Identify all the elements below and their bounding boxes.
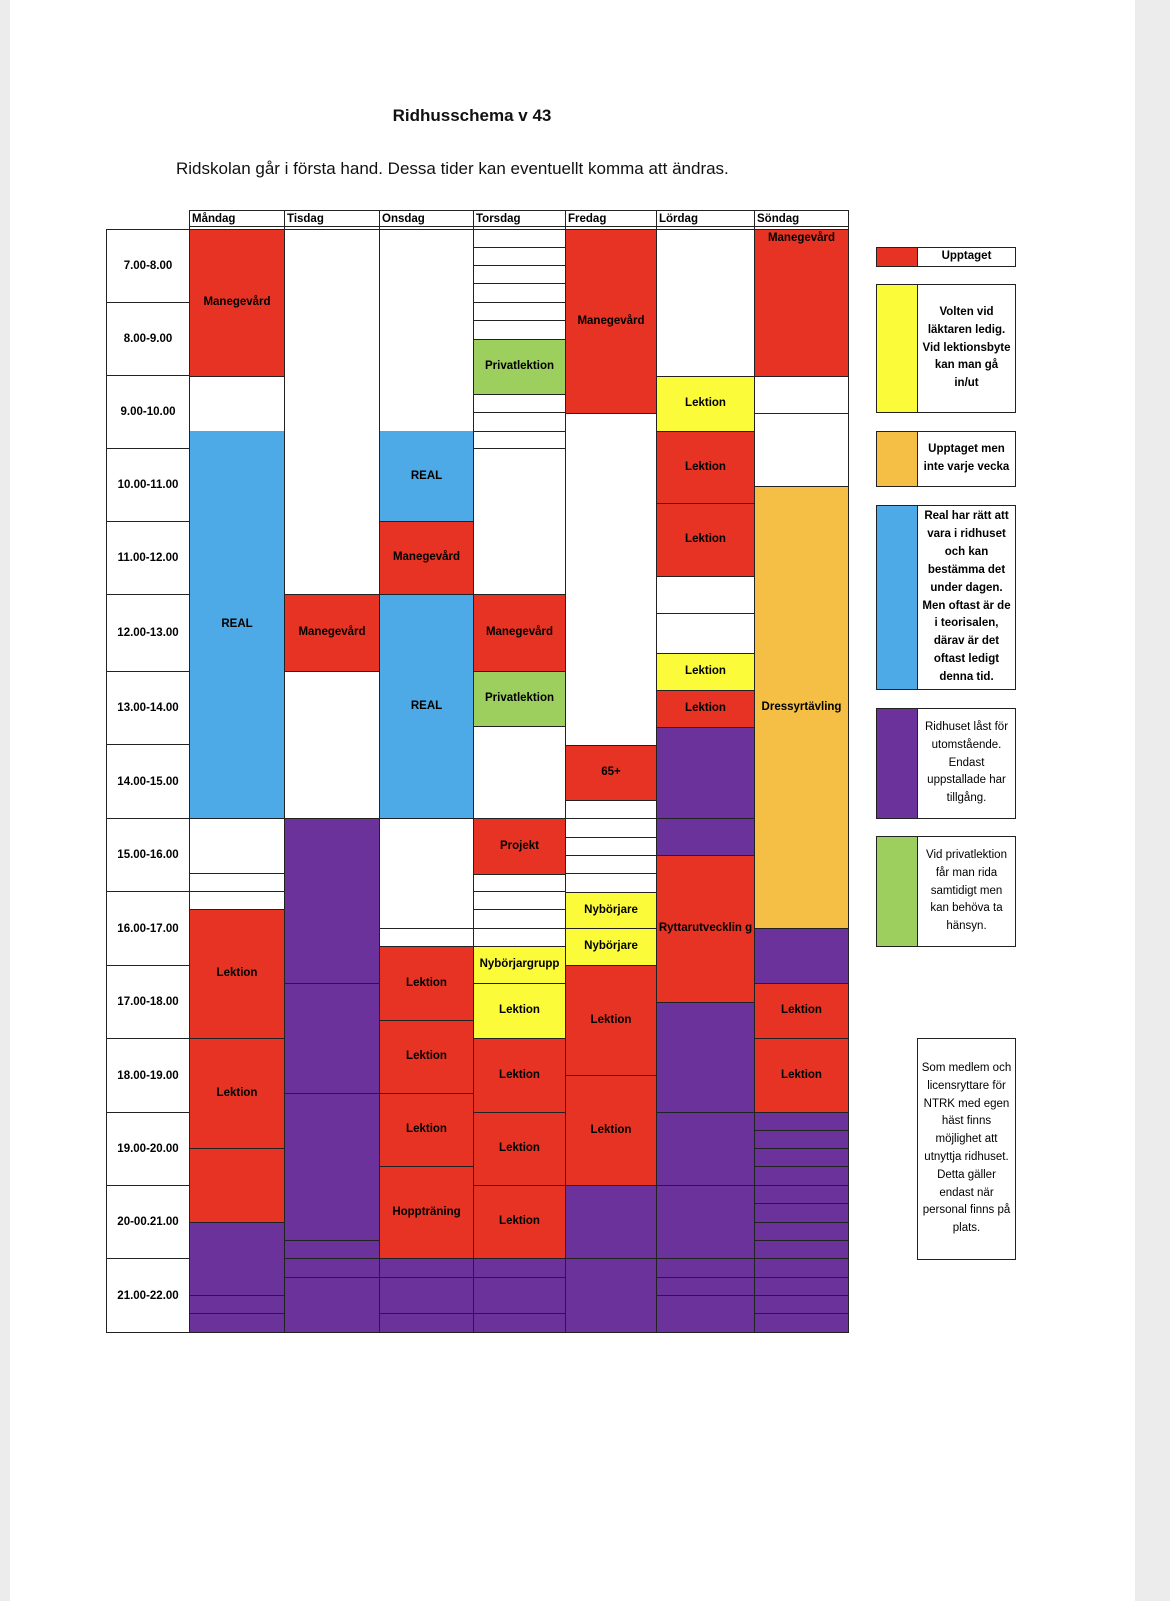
gridline (565, 1258, 657, 1259)
time-slot: 21.00-22.00 (106, 1258, 190, 1333)
day-header-wednesday: Onsdag (379, 210, 474, 227)
block-wednesday-locked (379, 1258, 474, 1333)
document-subtitle: Ridskolan går i första hand. Dessa tider kan eventuellt komma att ändras. (176, 159, 729, 178)
block-friday-lektion (565, 1075, 657, 1186)
gridline (284, 1240, 380, 1241)
block-label: Lektion (499, 1004, 540, 1017)
gridline (473, 302, 566, 303)
gridline (754, 1277, 849, 1278)
block-label: REAL (221, 618, 253, 631)
block-label: Privatlektion (484, 360, 555, 373)
gridline (473, 247, 566, 248)
block-label: Hoppträning (392, 1205, 461, 1218)
block-thursday-free (473, 726, 566, 819)
block-sunday-dressyrtavling (754, 486, 849, 929)
block-tuesday-free (284, 229, 380, 595)
gridline (189, 1295, 285, 1296)
block-monday-manegevard (189, 229, 285, 377)
gridline (565, 210, 566, 1333)
block-wednesday-real (379, 431, 474, 522)
block-tuesday-free (284, 671, 380, 819)
gridline (754, 1240, 849, 1241)
member-note: Som medlem och licensryttare för NTRK med egen häst finns möjlighet att utnyttja ridhuset. Detta gäller endast när personal finns på plats. (917, 1038, 1016, 1260)
gridline (284, 1277, 380, 1278)
block-wednesday-free (379, 229, 474, 432)
gridline (754, 1166, 849, 1167)
block-label: Lektion (499, 1215, 540, 1228)
block-label: Lektion (216, 1086, 258, 1099)
block-label: Lektion (406, 1050, 447, 1063)
block-thursday-projekt (473, 818, 566, 875)
block-thursday-privatlektion (473, 339, 566, 395)
time-slot: 15.00-16.00 (106, 818, 190, 892)
block-monday-lektion (189, 1038, 285, 1149)
gridline (473, 431, 566, 432)
block-label: Lektion (781, 1068, 822, 1081)
block-saturday-lektion (656, 431, 755, 504)
gridline (379, 210, 380, 1333)
block-monday-real (189, 431, 285, 819)
block-wednesday-free (379, 818, 474, 929)
time-slot: 9.00-10.00 (106, 375, 190, 449)
block-friday-manegevard (565, 229, 657, 414)
block-thursday-privatlektion (473, 671, 566, 727)
time-slot: 12.00-13.00 (106, 594, 190, 672)
legend-swatch-orange (876, 431, 918, 487)
block-wednesday-lektion (379, 1093, 474, 1167)
gridline (754, 1130, 849, 1131)
gridline (473, 909, 566, 910)
block-monday-free (189, 818, 285, 874)
gridline (473, 320, 566, 321)
gridline (473, 1313, 566, 1314)
gridline (565, 873, 657, 874)
gridline (656, 1295, 755, 1296)
gridline (189, 1313, 285, 1314)
block-label: Lektion (406, 1123, 447, 1136)
gridline (754, 1295, 849, 1296)
block-label: Manegevård (203, 296, 271, 309)
gridline (189, 891, 285, 892)
block-friday-free (565, 800, 657, 893)
block-saturday-lektion (656, 503, 755, 577)
block-friday-nyborjare (565, 892, 657, 929)
time-slot: 16.00-17.00 (106, 891, 190, 966)
block-sunday-free (754, 413, 849, 487)
block-label: Lektion (499, 1068, 540, 1081)
block-label: Manegevård (392, 551, 461, 564)
legend-swatch-yellow (876, 284, 918, 413)
block-wednesday-manegevard (379, 521, 474, 595)
gridline (754, 1185, 849, 1186)
gridline (754, 210, 755, 1333)
gridline (565, 818, 657, 819)
block-friday-locked (565, 1185, 657, 1333)
time-slot: 7.00-8.00 (106, 229, 190, 303)
block-label: Nybörjargrupp (479, 958, 560, 971)
block-label: Lektion (590, 1013, 632, 1026)
legend-swatch-red (876, 247, 918, 267)
gridline (473, 448, 566, 449)
gridline (565, 837, 657, 838)
block-wednesday-hopptraning (379, 1166, 474, 1259)
block-thursday-free (473, 874, 566, 947)
block-saturday-free (656, 613, 755, 654)
block-friday-free (565, 413, 657, 746)
block-sunday-locked (754, 928, 849, 985)
gridline (565, 855, 657, 856)
block-thursday-lektion (473, 983, 566, 1039)
gridline (754, 1222, 849, 1223)
block-tuesday-manegevard (284, 594, 380, 672)
block-friday-nyborjare (565, 928, 657, 966)
gridline (656, 818, 755, 819)
block-label: Lektion (216, 967, 258, 980)
block-label: 65+ (601, 766, 621, 779)
gridline (106, 1332, 849, 1333)
block-label: Manegevård (298, 626, 366, 639)
block-label: Lektion (499, 1142, 540, 1155)
time-slot: 11.00-12.00 (106, 521, 190, 595)
time-slot: 10.00-11.00 (106, 448, 190, 522)
gridline (189, 210, 190, 1333)
gridline (656, 1258, 755, 1259)
block-label: Lektion (685, 665, 726, 678)
block-saturday-locked (656, 1002, 755, 1333)
gridline (379, 1277, 474, 1278)
block-label: Lektion (406, 976, 447, 989)
legend-label-orange: Upptaget men inte varje vecka (917, 431, 1016, 487)
gridline (473, 1277, 566, 1278)
gridline (473, 265, 566, 266)
block-thursday-nyborjargrupp (473, 946, 566, 984)
block-wednesday-lektion (379, 1020, 474, 1094)
block-label: Lektion (685, 460, 726, 473)
gridline (754, 1148, 849, 1149)
block-label: Lektion (685, 533, 726, 546)
time-slot: 17.00-18.00 (106, 965, 190, 1039)
block-label: Lektion (685, 702, 726, 715)
block-wednesday-lektion (379, 946, 474, 1021)
time-slot: 13.00-14.00 (106, 671, 190, 745)
block-saturday-ryttarutveckling (656, 855, 755, 1003)
gridline (284, 983, 380, 984)
gridline (848, 210, 849, 1333)
time-slot: 14.00-15.00 (106, 744, 190, 819)
block-label: REAL (410, 700, 443, 713)
day-header-friday: Fredag (565, 210, 657, 227)
block-friday-65plus (565, 745, 657, 801)
legend-label-yellow: Volten vid läktaren ledig. Vid lektionsbyte kan man gå in/ut (917, 284, 1016, 413)
block-sunday-lektion (754, 1038, 849, 1113)
day-header-saturday: Lördag (656, 210, 755, 227)
gridline (284, 1258, 380, 1259)
legend-label-blue: Real har rätt att vara i ridhuset och kan bestämma det under dagen. Men oftast är de i teorisalen, därav är det oftast ledigt denna tid. (917, 505, 1016, 690)
day-header-sunday: Söndag (754, 210, 849, 227)
block-thursday-lektion (473, 1185, 566, 1259)
block-tuesday-locked (284, 818, 380, 1333)
block-saturday-lektion (656, 653, 755, 691)
block-monday-lektion (189, 909, 285, 1039)
gridline (656, 210, 657, 1333)
gridline (473, 210, 474, 1333)
block-thursday-lektion (473, 1038, 566, 1113)
day-header-monday: Måndag (189, 210, 285, 227)
legend-label-green: Vid privatlektion får man rida samtidigt men kan behöva ta hänsyn. (917, 836, 1016, 947)
gridline (754, 1203, 849, 1204)
block-monday-free (189, 376, 285, 432)
gridline (754, 1258, 849, 1259)
block-thursday-free (473, 229, 566, 340)
time-slot: 19.00-20.00 (106, 1112, 190, 1186)
day-header-tuesday: Tisdag (284, 210, 380, 227)
block-saturday-locked (656, 727, 755, 856)
gridline (473, 891, 566, 892)
gridline (284, 1093, 380, 1094)
legend-label-purple: Ridhuset låst för utomstående. Endast uppstallade har tillgång. (917, 708, 1016, 819)
block-label: Lektion (685, 397, 726, 410)
block-friday-lektion (565, 965, 657, 1076)
day-header-thursday: Torsdag (473, 210, 566, 227)
block-label: Nybörjare (584, 903, 638, 916)
legend-swatch-purple (876, 708, 918, 819)
legend-label-upptaget: Upptaget (917, 247, 1016, 267)
gridline (473, 412, 566, 413)
block-saturday-free (656, 576, 755, 614)
time-slot: 8.00-9.00 (106, 302, 190, 376)
block-label: Manegevård (767, 232, 836, 244)
block-sunday-manegevard (754, 229, 849, 377)
gridline (473, 283, 566, 284)
block-wednesday-real (379, 595, 474, 819)
block-label: Privatlektion (484, 692, 555, 705)
gridline (656, 1112, 755, 1113)
block-label: Projekt (500, 839, 539, 852)
block-sunday-free (754, 376, 849, 414)
block-label: Nybörjare (584, 940, 638, 953)
gridline (379, 1313, 474, 1314)
time-slot: 18.00-19.00 (106, 1038, 190, 1113)
block-label: Dressyrtävling (761, 700, 842, 713)
legend-swatch-blue (876, 505, 918, 690)
gridline (656, 1185, 755, 1186)
gridline (379, 928, 474, 929)
block-saturday-lektion (656, 376, 755, 432)
gridline (754, 1313, 849, 1314)
block-label: Ryttarutvecklin g (658, 922, 753, 935)
document-title: Ridhusschema v 43 (392, 106, 552, 125)
block-thursday-lektion (473, 1112, 566, 1186)
block-monday-locked (189, 1222, 285, 1333)
block-thursday-locked (473, 1258, 566, 1333)
block-label: Manegevård (485, 626, 554, 639)
block-label: Manegevård (577, 314, 645, 327)
block-label: REAL (410, 469, 443, 482)
block-monday-busy (189, 1148, 285, 1223)
block-thursday-free (473, 394, 566, 595)
block-saturday-lektion (656, 690, 755, 728)
gridline (284, 210, 285, 1333)
block-sunday-lektion (754, 983, 849, 1039)
block-label: Lektion (781, 1004, 822, 1017)
block-saturday-free (656, 229, 755, 377)
block-thursday-manegevard (473, 594, 566, 672)
gridline (189, 873, 285, 874)
legend-swatch-green (876, 836, 918, 947)
time-slot: 20-00.21.00 (106, 1185, 190, 1259)
block-label: Lektion (590, 1123, 632, 1136)
gridline (473, 928, 566, 929)
gridline (656, 1277, 755, 1278)
